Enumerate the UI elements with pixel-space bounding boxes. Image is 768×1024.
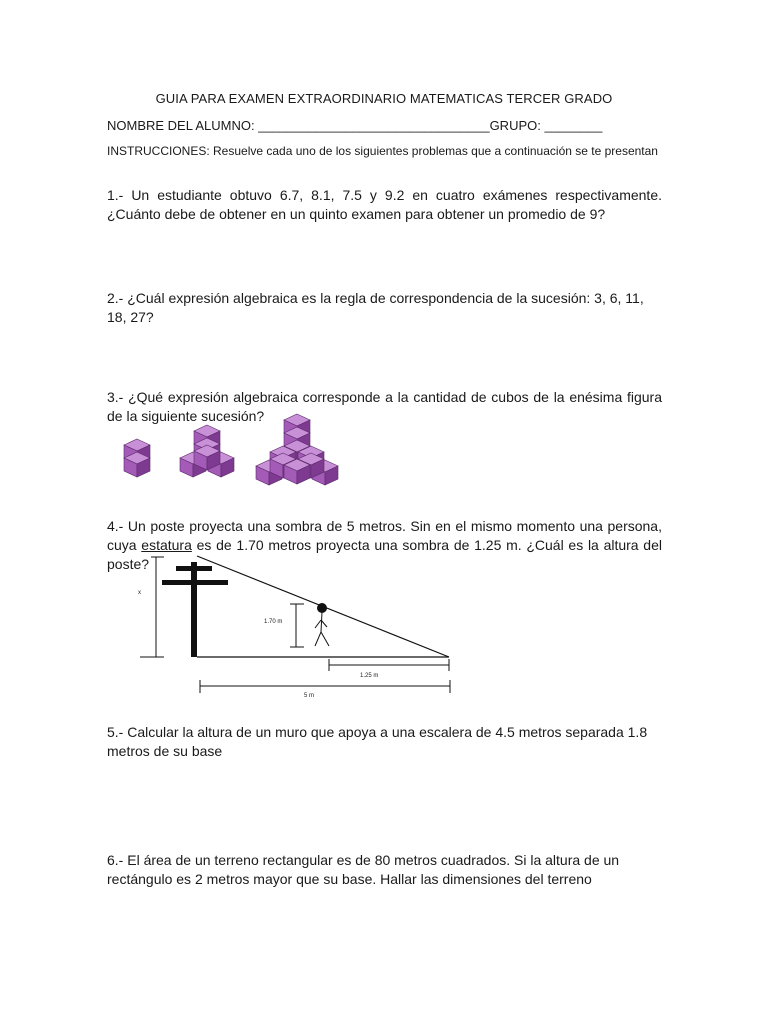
label-person-height: 1.70 m (264, 619, 283, 625)
student-name-group-line: NOMBRE DEL ALUMNO: ________________________________GRUPO: ________ (107, 118, 603, 133)
instructions: INSTRUCCIONES: Resuelve cada uno de los siguientes problemas que a continuación se te presentan (107, 144, 658, 158)
person-body (321, 612, 322, 632)
label-person-shadow: 1.25 m (360, 673, 379, 679)
label-pole-shadow: 5 m (304, 693, 315, 699)
question-4-text-start: 4.- Un poste proyecta una sombra de 5 metros. Sin en el mismo momento una persona, cuya (107, 518, 662, 553)
person-head-icon (317, 603, 327, 613)
page-title: GUIA PARA EXAMEN EXTRAORDINARIO MATEMATICAS TERCER GRADO (155, 91, 613, 106)
label-x: x (138, 590, 141, 596)
question-6: 6.- El área de un terreno rectangular es de 80 metros cuadrados. Si la altura de un rectángulo es 2 metros mayor que su base. Hallar las dimensiones del terreno (107, 852, 620, 887)
question-2: 2.- ¿Cuál expresión algebraica es la regla de correspondencia de la sucesión: 3, 6, 11, 18, 27? (107, 290, 644, 325)
pole-crossbar (162, 580, 228, 585)
pole-icon (191, 562, 197, 657)
question-5: 5.- Calcular la altura de un muro que apoya a una escalera de 4.5 metros separada 1.8 metros de su base (107, 724, 648, 759)
pole-crossbar-top (176, 566, 212, 571)
question-4-text-end: es de 1.70 metros proyecta una sombra de 1.25 m. ¿Cuál es la altura del poste? (107, 537, 662, 572)
question-3: 3.- ¿Qué expresión algebraica corresponde a la cantidad de cubos de la enésima figura de la siguiente sucesión? (107, 389, 662, 424)
question-1: 1.- Un estudiante obtuvo 6.7, 8.1, 7.5 y 9.2 en cuatro exámenes respectivamente. ¿Cuánto debe de obtener en un quinto examen para obtener un promedio de 9? (107, 187, 662, 222)
question-4-underlined-word: estatura (141, 537, 192, 553)
